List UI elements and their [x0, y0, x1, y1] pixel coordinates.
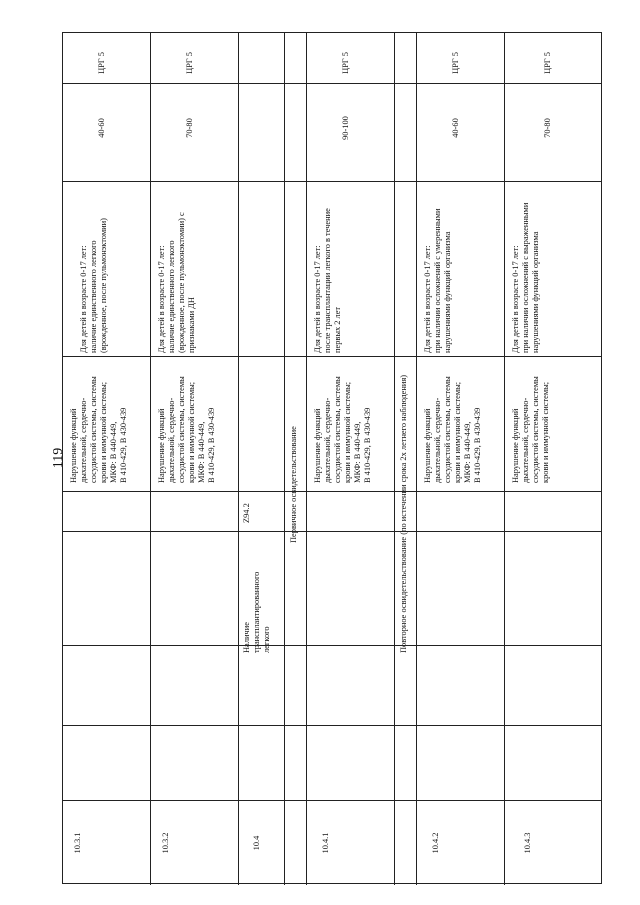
row-number: 10.4.1 — [321, 832, 330, 854]
column-divider — [63, 645, 601, 646]
section-header — [395, 33, 417, 885]
classification-table — [62, 32, 602, 884]
column-divider — [63, 491, 601, 492]
row-number: 10.4.2 — [431, 832, 440, 854]
group-value: ЦРГ 5 — [543, 52, 552, 74]
group-value: ЦРГ 5 — [185, 52, 194, 74]
column-divider — [63, 725, 601, 726]
row-number: 10.4.3 — [523, 832, 532, 854]
group-value: ЦРГ 5 — [341, 52, 350, 74]
condition-text: Для детей в возрасте 0-17 лет: наличие единственного легкого (врожденное, после пульмонэктомии) с признаками ДН — [157, 212, 196, 353]
icd-code: Z94.2 — [242, 503, 251, 523]
table-row — [63, 33, 151, 885]
percent-value: 40-60 — [97, 118, 106, 138]
table-row — [505, 33, 601, 885]
column-divider — [63, 800, 601, 801]
condition-text: Для детей в возрасте 0-17 лет: при наличии осложнений с умеренными нарушениями функций организма — [423, 208, 452, 353]
column-divider — [63, 181, 601, 182]
table-row — [417, 33, 505, 885]
disorder-text: Нарушение функций дыхательной, сердечно-сосудистой системы, системы крови и иммунной системы; МКФ: В 440-449, В 410-429, В 430-439 — [157, 376, 216, 483]
row-number: 10.3.2 — [161, 832, 170, 854]
disorder-text: Нарушение функций дыхательной, сердечно-сосудистой системы, системы крови и иммунной системы; — [511, 376, 550, 483]
column-divider — [63, 531, 601, 532]
section-header — [285, 33, 307, 885]
condition-text: Для детей в возрасте 0-17 лет: при наличии осложнений с выраженными нарушениями функций организма — [511, 202, 540, 353]
condition-text: Для детей в возрасте 0-17 лет: после трансплантации легкого в течение первых 2 лет — [313, 208, 342, 353]
column-divider — [63, 83, 601, 84]
disorder-text: Нарушение функций дыхательной, сердечно-сосудистой системы, системы крови и иммунной системы; МКФ: В 440-449, В 410-429, В 430-439 — [313, 376, 372, 483]
disorder-text: Нарушение функций дыхательной, сердечно-сосудистой системы, системы крови и иммунной системы; МКФ: В 440-449, В 410-429, В 430-439 — [69, 376, 128, 483]
row-number: 10.4 — [252, 835, 261, 851]
percent-value: 90-100 — [341, 116, 350, 140]
group-value: ЦРГ 5 — [451, 52, 460, 74]
percent-value: 70-80 — [543, 118, 552, 138]
group-value: ЦРГ 5 — [97, 52, 106, 74]
percent-value: 40-60 — [451, 118, 460, 138]
section-title: Повторное освидетельствование (по истечении срока 2х летнего наблюдения) — [399, 374, 408, 653]
table-row — [151, 33, 239, 885]
column-divider — [63, 356, 601, 357]
percent-value: 70-80 — [185, 118, 194, 138]
row-number: 10.3.1 — [73, 832, 82, 854]
condition-text: Для детей в возрасте 0-17 лет: наличие единственного легкого (врожденное, после пульмонэктомии) — [79, 218, 108, 353]
section-title: Первичное освидетельствование — [289, 426, 298, 543]
disorder-text: Нарушение функций дыхательной, сердечно-сосудистой системы, системы крови и иммунной системы; МКФ: В 440-449, В 410-429, В 430-439 — [423, 376, 482, 483]
page-number: 119 — [51, 447, 66, 469]
nosology-name: Наличие трансплантированного легкого — [242, 571, 271, 653]
table-row — [307, 33, 395, 885]
table-row — [238, 33, 285, 885]
